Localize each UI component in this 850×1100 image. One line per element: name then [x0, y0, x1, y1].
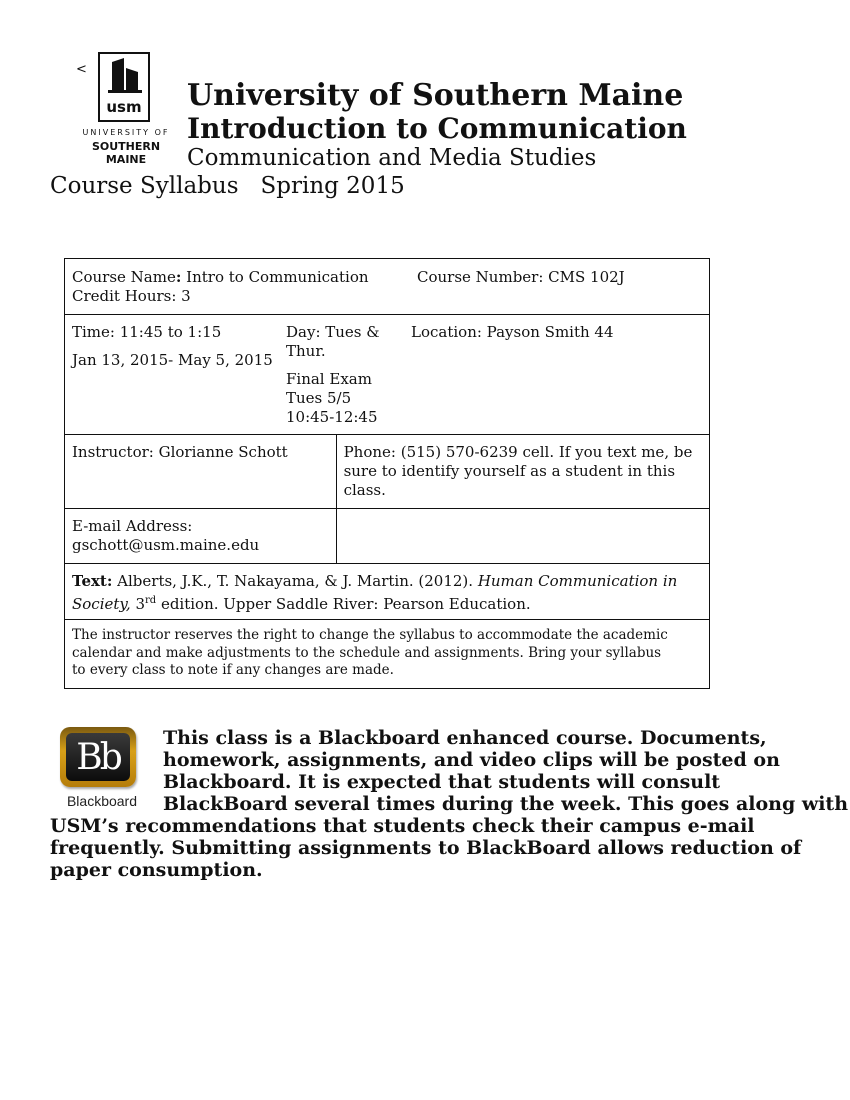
- blackboard-wordmark: Blackboard: [66, 793, 138, 809]
- email-address: gschott@usm.maine.edu: [72, 536, 260, 554]
- syllabus-label: Course Syllabus: [50, 173, 239, 199]
- phone-line3: class.: [343, 481, 386, 499]
- notice-cell: [65, 620, 710, 689]
- building-icon: [100, 56, 148, 96]
- textbook-edition-number: 3: [130, 595, 145, 613]
- email-label: E-mail Address:: [72, 517, 193, 535]
- usm-letters: usm: [106, 98, 142, 116]
- course-title: Introduction to Communication: [187, 112, 687, 145]
- blackboard-line-2: homework, assignments, and video clips will be posted on: [163, 749, 780, 771]
- back-arrow-icon: <: [76, 62, 87, 77]
- blackboard-line-3: Blackboard. It is expected that students will consult: [163, 771, 721, 793]
- blackboard-line-4: BlackBoard several times during the week. This goes along with: [163, 793, 849, 815]
- textbook-title-b: Society,: [72, 595, 131, 613]
- email-cell: [65, 509, 337, 564]
- class-days: [286, 323, 380, 361]
- schedule-cell: [65, 315, 710, 435]
- syllabus-heading: [50, 173, 405, 199]
- logo-university-of: UNIVERSITY OF: [82, 128, 170, 137]
- class-dates: Jan 13, 2015- May 5, 2015: [72, 351, 273, 369]
- final-exam: [286, 370, 378, 427]
- logo-southern-maine: SOUTHERN MAINE: [91, 140, 161, 166]
- textbook-authors: Alberts, J.K., T. Nakayama, & J. Martin. (2012).: [112, 572, 478, 590]
- textbook-cell: [65, 564, 710, 620]
- textbook-title-a: Human Communication in: [477, 572, 678, 590]
- usm-logo-box: [98, 52, 150, 122]
- phone-line1: Phone: (515) 570-6239 cell. If you text me, be: [343, 443, 693, 461]
- usm-logo: [76, 52, 176, 166]
- class-location: Location: Payson Smith 44: [411, 323, 614, 341]
- textbook-publisher: edition. Upper Saddle River: Pearson Education.: [156, 595, 531, 613]
- department-name: Communication and Media Studies: [187, 145, 597, 171]
- blackboard-line-1: This class is a Blackboard enhanced course. Documents,: [163, 727, 767, 749]
- notice-line3: to every class to note if any changes are made.: [72, 662, 394, 678]
- phone-cell: [336, 435, 709, 509]
- final-exam-line2: Tues 5/5: [286, 389, 352, 407]
- credit-hours: Credit Hours: 3: [72, 287, 191, 305]
- textbook-edition-suffix: rd: [144, 595, 157, 606]
- blackboard-line-7: paper consumption.: [50, 859, 263, 881]
- phone-line2: sure to identify yourself as a student in this: [343, 462, 676, 480]
- blackboard-logo: [56, 723, 148, 813]
- course-info-table: [64, 258, 710, 689]
- course-name-value: Intro to Communication: [181, 268, 369, 286]
- notice-line1: The instructor reserves the right to change the syllabus to accommodate the academic: [72, 627, 668, 643]
- blackboard-icon-letters: Bb: [76, 737, 120, 778]
- course-name-cell: [65, 259, 710, 315]
- class-days-line2: Thur.: [286, 342, 326, 360]
- course-name: [72, 268, 369, 287]
- instructor-phone: [344, 443, 693, 500]
- course-number: Course Number: CMS 102J: [417, 268, 625, 286]
- textbook-line2: [72, 591, 531, 614]
- blackboard-line-5: USM’s recommendations that students check their campus e-mail: [50, 815, 755, 837]
- instructor-cell: [65, 435, 337, 509]
- class-time: Time: 11:45 to 1:15: [72, 323, 222, 341]
- blackboard-icon: [60, 727, 136, 787]
- notice-line2: calendar and make adjustments to the schedule and assignments. Bring your syllabus: [72, 644, 662, 661]
- university-title: University of Southern Maine: [187, 78, 684, 113]
- final-exam-line3: 10:45-12:45: [286, 408, 378, 426]
- term-label: Spring 2015: [260, 173, 405, 199]
- final-exam-line1: Final Exam: [286, 370, 372, 388]
- empty-cell: [336, 509, 709, 564]
- textbook-line1: [72, 572, 677, 591]
- blackboard-line-6: frequently. Submitting assignments to BlackBoard allows reduction of: [50, 837, 802, 859]
- instructor-name: Instructor: Glorianne Schott: [72, 443, 288, 461]
- syllabus-notice: [72, 627, 668, 680]
- class-days-line1: Day: Tues &: [286, 323, 380, 341]
- course-name-colon: :: [175, 268, 182, 286]
- textbook-label: Text:: [72, 572, 113, 590]
- course-name-label: Course Name: [72, 268, 176, 286]
